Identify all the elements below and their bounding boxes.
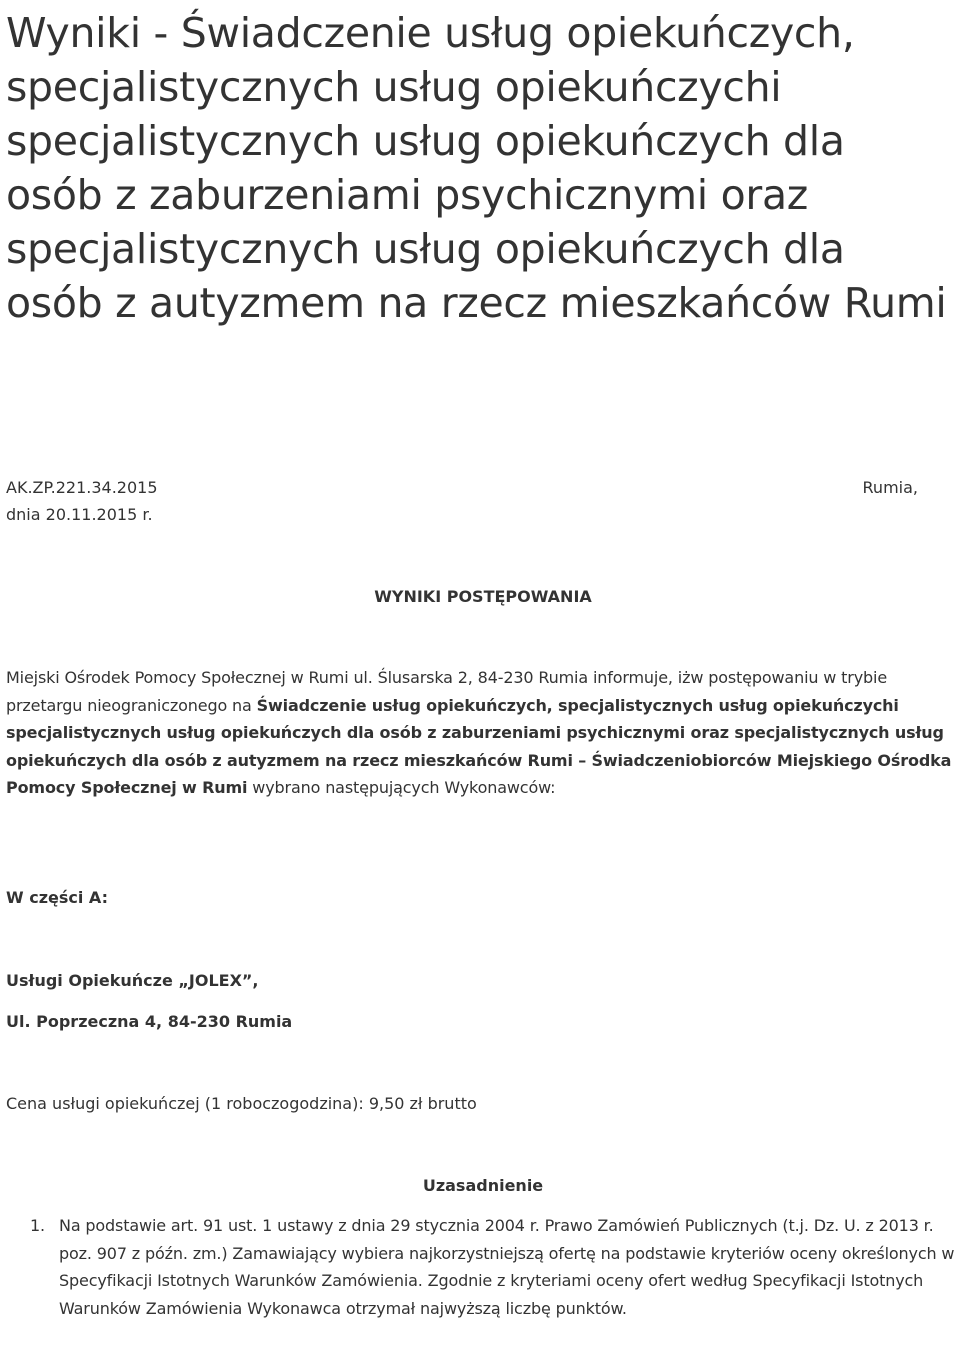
contractor-address: Ul. Poprzeczna 4, 84-230 Rumia [6, 1012, 293, 1031]
justification-list [6, 1212, 956, 1322]
page-title: Wyniki - Świadczenie usług opiekuńczych, specjalistycznych usług opiekuńczychi specjalistycznych usług opiekuńczych dla osób z zaburzeniami psychicznymi oraz specjalistycznych usług opiekuńczych dla osób z autyzmem na rzecz mieszkańców Rumi [6, 9, 947, 327]
contractor-name: Usługi Opiekuńcze „JOLEX”, [6, 971, 259, 990]
intro-subject: Świadczenie usług opiekuńczych, specjalistycznych usług opiekuńczychi specjalistycznych usług opiekuńczych dla osób z zaburzeniami psychicznymi oraz specjalistycznych usług opiekuńczych dla osób z autyzmem na rzecz mieszkańców Rumi – Świadczeniobiorców Miejskiego Ośrodka Pomocy Społecznej w Rumi [6, 695, 952, 797]
document-place: Rumia, [862, 478, 918, 497]
section-heading: WYNIKI POSTĘPOWANIA [374, 587, 592, 606]
document-date: dnia 20.11.2015 r. [6, 505, 153, 524]
justification-heading: Uzasadnienie [422, 1176, 544, 1195]
list-item [6, 1212, 956, 1322]
intro-text-start: Miejski Ośrodek Pomocy Społecznej w Rumi ul. Ślusarska 2, 84-230 Rumia informuje, iżw postępowaniu w trybie przetargu nieograniczonego na [6, 668, 888, 715]
document-meta-left [6, 474, 158, 528]
price-line: Cena usługi opiekuńczej (1 roboczogodzina): 9,50 zł brutto [6, 1094, 477, 1113]
part-label: W części A: [6, 888, 109, 907]
intro-text-end: wybrano następujących Wykonawców: [247, 778, 556, 797]
intro-paragraph [6, 664, 954, 802]
list-item-number: 1. [30, 1216, 45, 1235]
reference-number: AK.ZP.221.34.2015 [6, 478, 158, 497]
list-item-text: Na podstawie art. 91 ust. 1 ustawy z dnia 29 stycznia 2004 r. Prawo Zamówień Publicznych (t.j. Dz. U. z 2013 r. poz. 907 z późn. zm.) Zamawiający wybiera najkorzystniejszą ofertę na podstawie kryteriów oceny określonych w Specyfikacji Istotnych Warunków Zamówienia. Zgodnie z kryteriami oceny ofert według Specyfikacji Istotnych Warunków Zamówienia Wykonawca otrzymał najwyższą liczbę punktów. [59, 1216, 955, 1318]
